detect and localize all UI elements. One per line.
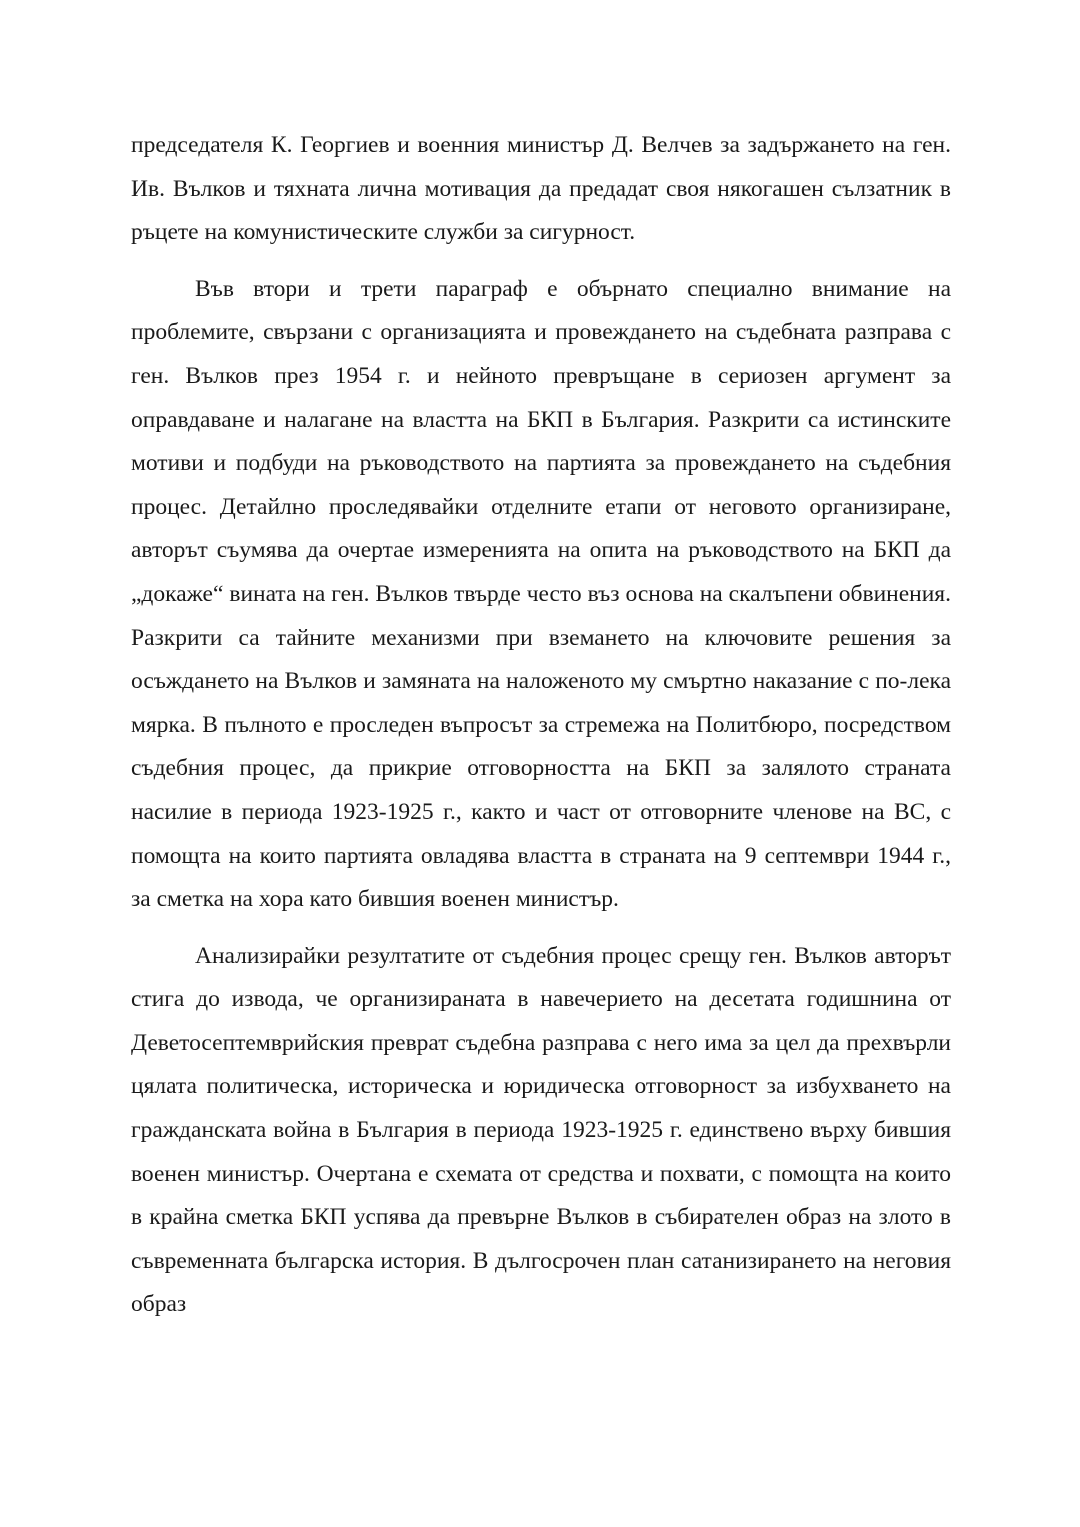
- paragraph-line: аргумент за оправдаване и налагане на властта на БКП в България.: [131, 362, 951, 433]
- paragraph-line: на ген. Ив. Вълков и тяхната лична мотивация да предадат своя някогашен: [131, 132, 951, 202]
- paragraph-1: [131, 124, 951, 255]
- paragraph-line: пълното е проследен въпросът за стремежа на Политбюро, посредством: [224, 711, 951, 738]
- paragraph-3: [131, 935, 951, 1327]
- paragraph-line: етапи от неговото организиране, авторът съумява да очертае измеренията: [131, 493, 952, 564]
- paragraph-line: механизми при вземането на ключовите решения за осъждането на Вълков: [131, 624, 952, 695]
- paragraph-line: ВС, с помощта на които партията овладява властта в страната на 9: [131, 798, 952, 869]
- paragraph-line: сълзатник в ръцете на комунистическите служби за сигурност.: [131, 175, 951, 246]
- document-body: [131, 124, 951, 1327]
- paragraph-line: съдебния процес, да прикрие отговорността на БКП за залялото страната: [131, 755, 951, 782]
- paragraph-line: септември 1944 г., за сметка на хора като бившия военен министър.: [131, 842, 951, 913]
- paragraph-line: проблемите, свързани с организацията и провеждането на съдебната: [131, 319, 837, 346]
- paragraph-line: Анализирайки резултатите от съдебния процес срещу ген. Вълков: [195, 942, 867, 969]
- paragraph-line: твърде често въз основа на скалъпени обвинения. Разкрити са тайните: [131, 580, 951, 651]
- paragraph-2: [131, 268, 951, 922]
- paragraph-line: българска история. В дългосрочен план сатанизирането на неговия образ: [131, 1247, 952, 1318]
- paragraph-line: авторът стига до извода, че организираната в навечерието на десетата: [131, 942, 951, 1013]
- paragraph-line: за цел да прехвърли цялата политическа, историческа и юридическа: [131, 1029, 952, 1100]
- paragraph-line: годишнина от Деветосептемврийския преврат съдебна разправа с него има: [131, 986, 952, 1056]
- paragraph-line: на опита на ръководството на БКП да „докаже“ вината на ген. Вълков: [131, 537, 951, 607]
- paragraph-line: Разкрити са истинските мотиви и подбуди на ръководството на партията за: [131, 406, 952, 477]
- paragraph-line: и замяната на наложеното му смъртно наказание с по-лека мярка. В: [131, 668, 952, 738]
- paragraph-line: провеждането на съдебния процес. Детайлно проследявайки отделните: [131, 450, 951, 520]
- paragraph-line: схемата от средства и похвати, с помощта на които в крайна сметка БКП: [131, 1160, 952, 1231]
- paragraph-line: отговорност за избухването на гражданската война в България в периода: [131, 1073, 951, 1144]
- paragraph-line: успява да превърне Вълков в събирателен образ на злото в съвременната: [131, 1204, 952, 1274]
- paragraph-line: разправа с ген. Вълков през 1954 г. и нейното превръщане в сериозен: [131, 319, 951, 389]
- paragraph-line: Във втори и трети параграф е обърнато специално внимание на: [195, 275, 951, 302]
- paragraph-line: насилие в периода 1923-1925 г., както и част от отговорните членове на: [131, 798, 885, 825]
- paragraph-line: председателя К. Георгиев и военния министър Д. Велчев за задържането: [131, 132, 875, 158]
- paragraph-line: 1923-1925 г. единствено върху бившия военен министър. Очертана е: [131, 1117, 951, 1187]
